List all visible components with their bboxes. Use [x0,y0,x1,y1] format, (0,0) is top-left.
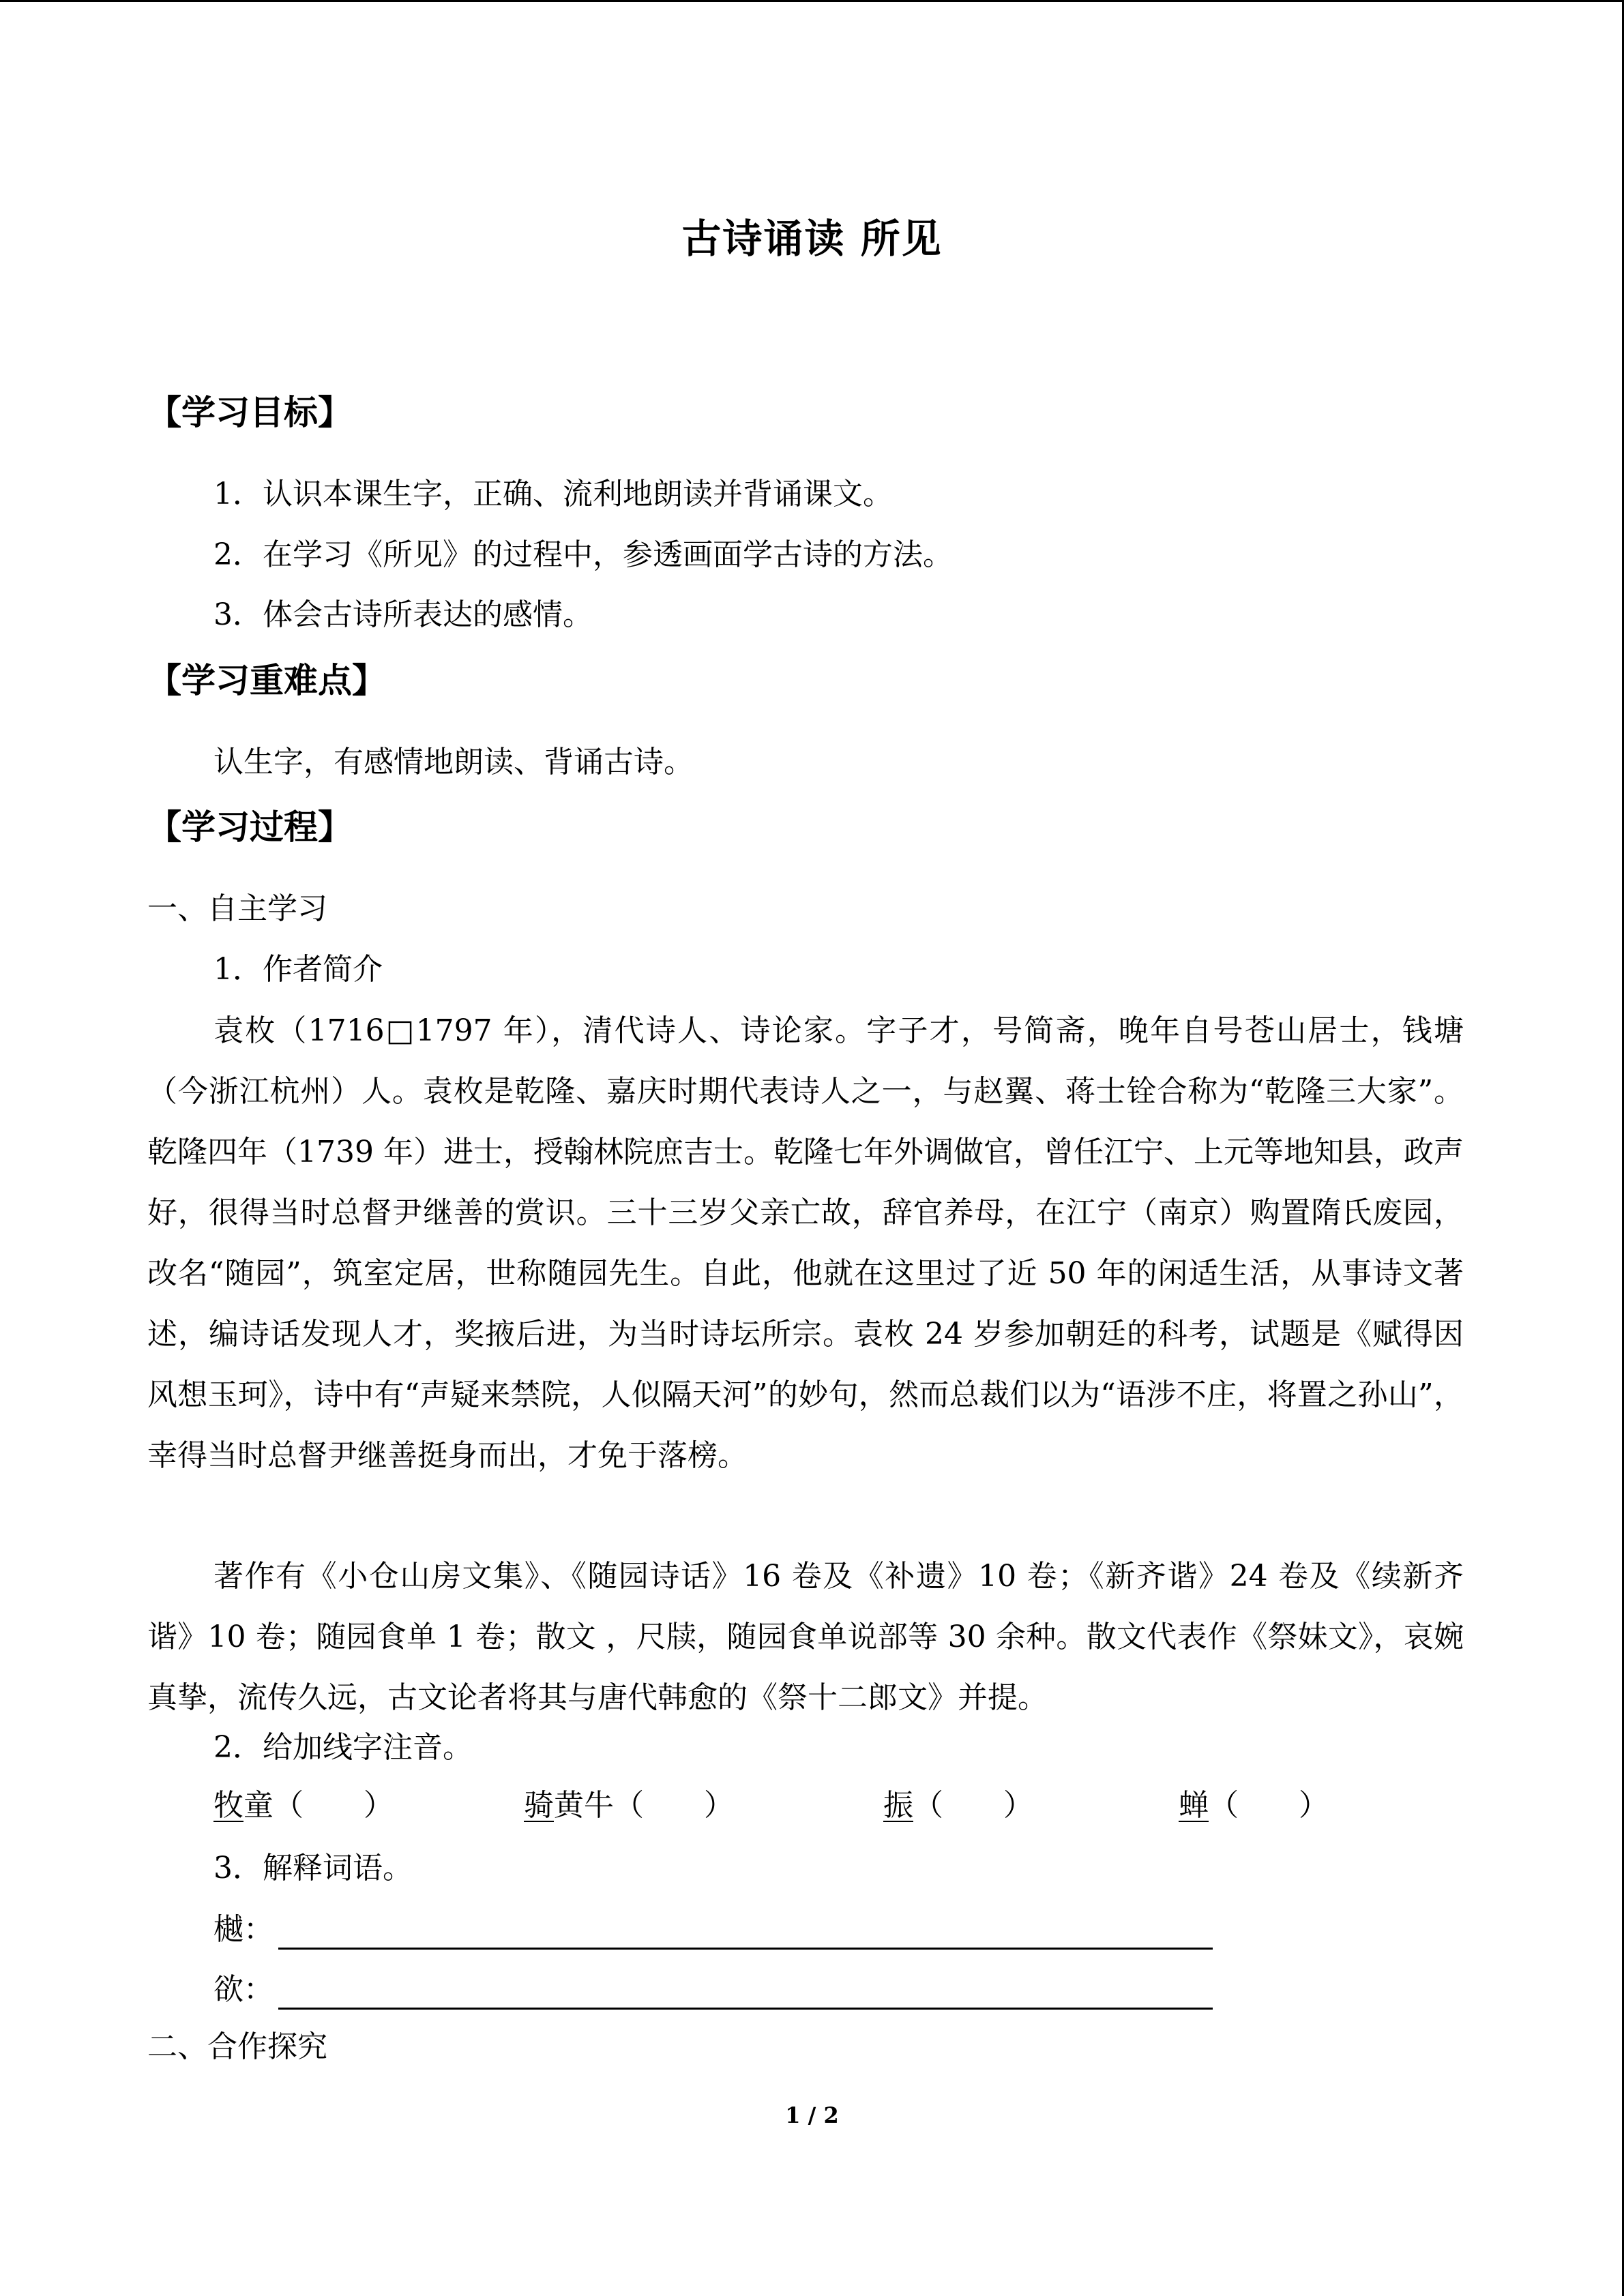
key-points-text: 认生字，有感情地朗读、背诵古诗。 [213,745,694,779]
pinyin-item-4 [1179,1785,1329,1826]
objective-item-2: 2．在学习《所见》的过程中，参透画面学古诗的方法。 [213,537,953,572]
objectives-heading: 【学习目标】 [147,392,352,432]
vocab-task-title: 3．解释词语。 [213,1851,413,1885]
pinyin-blank: 童（ ） [243,1788,394,1823]
page-border-top [0,0,1624,2]
author-intro-title: 1．作者简介 [213,952,383,987]
pinyin-task-title: 2．给加线字注音。 [213,1730,473,1765]
process-heading: 【学习过程】 [147,807,352,847]
pinyin-blank: （ ） [1209,1788,1329,1823]
underlined-char: 骑 [524,1788,554,1823]
key-points-heading: 【学习重难点】 [147,660,386,700]
pinyin-blank: （ ） [913,1788,1033,1823]
author-intro-paragraph: 袁枚（1716□1797 年），清代诗人、诗论家。字子才，号简斋，晚年自号苍山居士，钱塘（今浙江杭州）人。袁枚是乾隆、嘉庆时期代表诗人之一，与赵翼、蒋士铨合称为“乾隆三大家”。乾隆四年（1739 年）进士，授翰林院庶吉士。乾隆七年外调做官，曾任江宁、上元等地知县，政声好，很得当时总督尹继善的赏识。三十三岁父亲亡故，辞官养母，在江宁（南京）购置隋氏废园，改名“随园”，筑室定居，世称随园先生。自此，他就在这里过了近 50 年的闲适生活，从事诗文著述，编诗话发现人才，奖掖后进，为当时诗坛所宗。袁枚 24 岁参加朝廷的科考，试题是《赋得因风想玉珂》，诗中有“声疑来禁院，人似隔天河”的妙句，然而总裁们以为“语涉不庄，将置之孙山”，幸得当时总督尹继善挺身而出，才免于落榜。 [147,1013,1464,1473]
vocab-term: 欲： [213,1972,274,2007]
answer-line[interactable] [278,2008,1213,2010]
vocab-row-1 [213,1909,1237,1957]
underlined-char: 蝉 [1179,1788,1209,1823]
pinyin-items-row [213,1785,1373,1833]
answer-line[interactable] [278,1948,1213,1950]
objective-item-1: 1．认识本课生字，正确、流利地朗读并背诵课文。 [213,477,893,511]
objective-item-3: 3．体会古诗所表达的感情。 [213,597,593,632]
vocab-row-2 [213,1969,1237,2017]
underlined-char: 牧 [213,1788,243,1823]
vocab-term: 樾： [213,1912,274,1947]
pinyin-item-3 [883,1785,1033,1826]
pinyin-item-2 [524,1785,734,1826]
pinyin-blank: 黄牛（ ） [554,1788,734,1823]
page-number: 1 / 2 [785,2102,839,2128]
part1-title: 一、自主学习 [147,891,327,926]
works-paragraph: 著作有《小仓山房文集》、《随园诗话》16 卷及《补遗》10 卷；《新齐谐》24 卷及《续新齐谐》10 卷；随园食单 1 卷；散文 ，尺牍，随园食单说部等 30 余种。散文代表作《祭妹文》，哀婉真挚，流传久远，古文论者将其与唐代韩愈的《祭十二郎文》并提。 [147,1559,1464,1715]
page-title: 古诗诵读 所见 [681,215,943,262]
underlined-char: 振 [883,1788,913,1823]
part2-title: 二、合作探究 [147,2029,327,2064]
pinyin-item-1 [213,1785,394,1826]
